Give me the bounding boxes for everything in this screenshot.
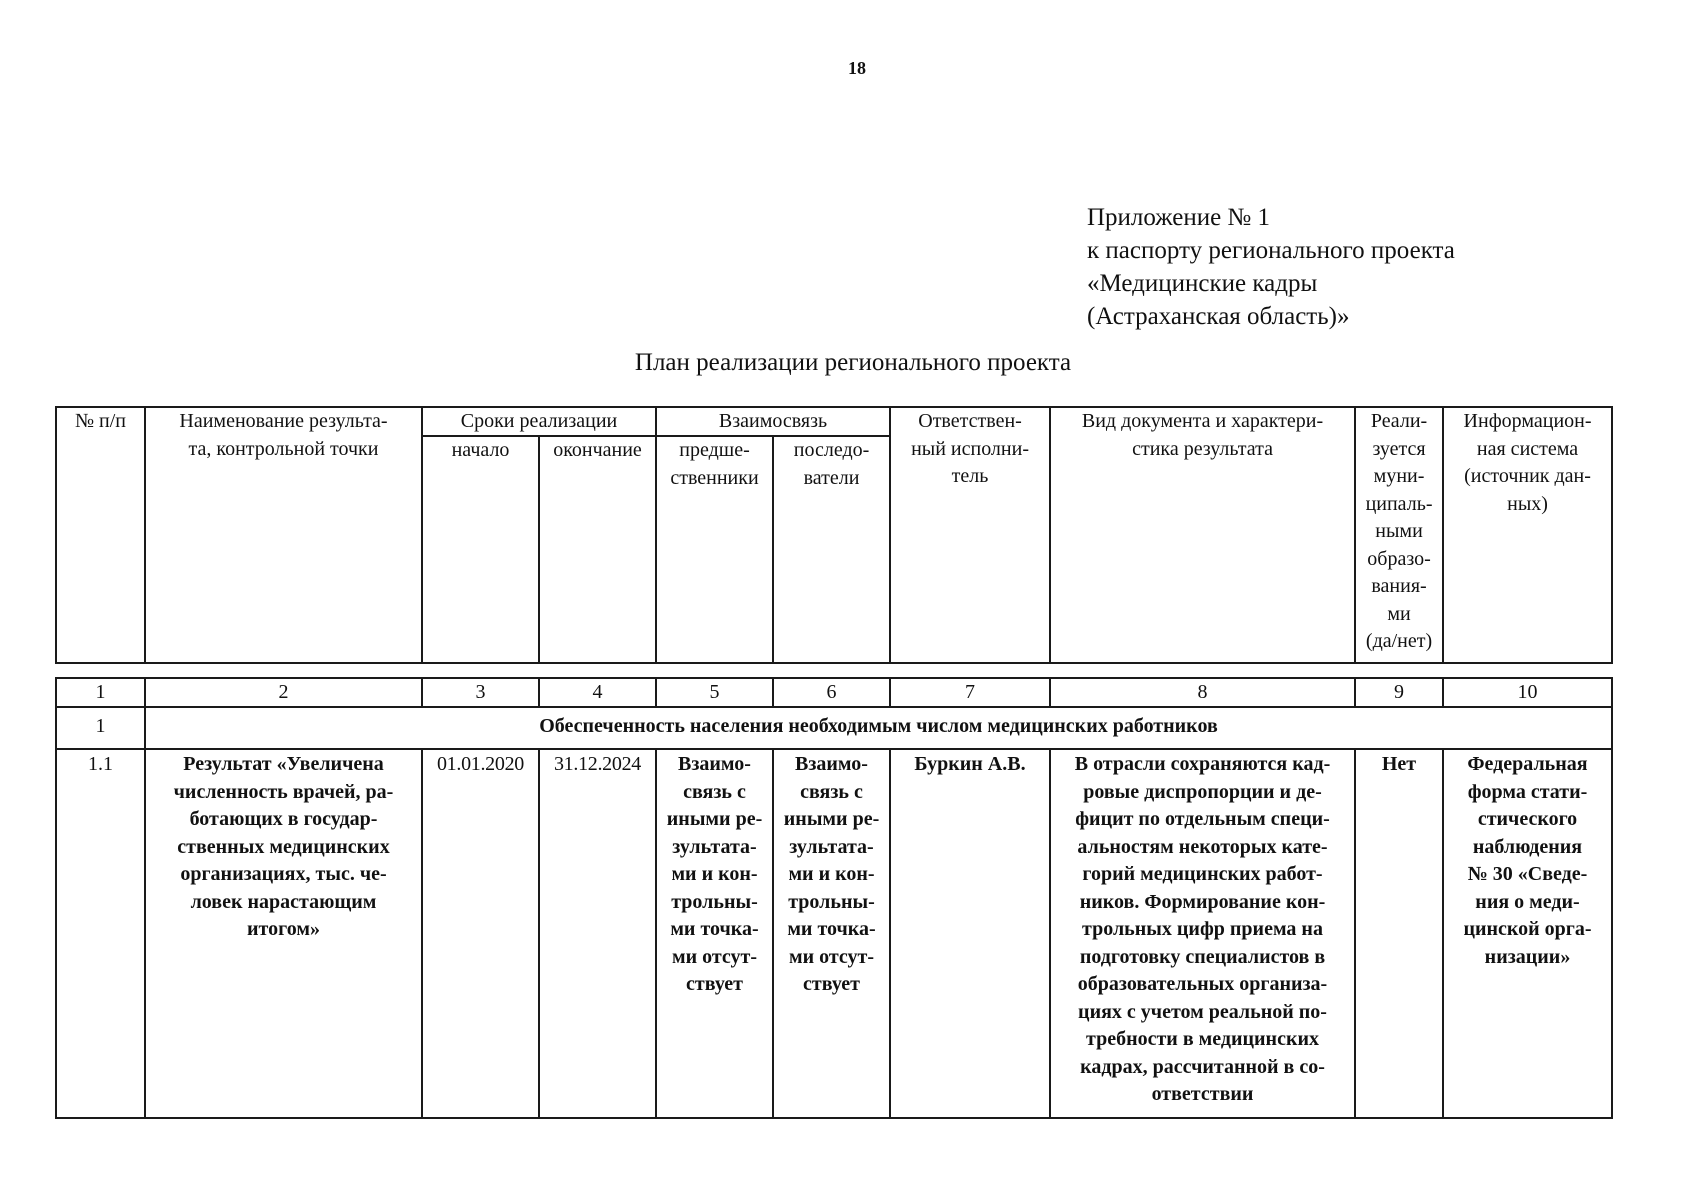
column-number: 6 xyxy=(773,678,890,707)
header-info-system: Информацион- ная система (источник дан- ных) xyxy=(1443,407,1612,663)
row-number: 1.1 xyxy=(56,749,145,1118)
appendix-line-2: к паспорту регионального проекта xyxy=(1087,237,1455,264)
appendix-line-3: «Медицинские кадры xyxy=(1087,270,1318,297)
section-row xyxy=(56,707,1612,749)
start-date: 01.01.2020 xyxy=(422,749,539,1118)
column-number: 10 xyxy=(1443,678,1612,707)
end-date: 31.12.2024 xyxy=(539,749,656,1118)
column-number: 5 xyxy=(656,678,773,707)
column-number: 1 xyxy=(56,678,145,707)
column-number-row xyxy=(56,678,1612,707)
municipal-cell: Нет xyxy=(1355,749,1443,1118)
column-number: 2 xyxy=(145,678,422,707)
plan-body-table xyxy=(55,677,1613,1119)
section-title: Обеспеченность населения необходимым числом медицинских работников xyxy=(145,707,1612,749)
header-doc-type: Вид документа и характери- стика результата xyxy=(1050,407,1355,663)
header-end: окончание xyxy=(539,436,656,663)
header-municipal: Реали- зуется муни- ципаль- ными образо- вания- ми (да/нет) xyxy=(1355,407,1443,663)
appendix-line-4: (Астраханская область)» xyxy=(1087,303,1350,330)
column-number: 7 xyxy=(890,678,1050,707)
plan-title: План реализации регионального проекта xyxy=(634,349,1072,376)
page-number: 18 xyxy=(848,58,866,78)
successors-cell: Взаимо- связь с иными ре- зультата- ми и кон- трольны- ми точка- ми отсут- ствует xyxy=(773,749,890,1118)
doc-type-cell: В отрасли сохраняются кад- ровые диспропорции и де- фицит по отдельным специ- альностям некоторых кате- горий медицинских работ- ников. Формирование кон- трольных цифр приема на подготовку специалистов в образовательных организа- циях с учетом реальной по- требности в медицинских кадрах, рассчитанной в со- ответствии xyxy=(1050,749,1355,1118)
header-start: начало xyxy=(422,436,539,663)
info-system-cell: Федеральная форма стати- стического наблюдения № 30 «Сведе- ния о меди- цинской орга- низации» xyxy=(1443,749,1612,1118)
column-number: 9 xyxy=(1355,678,1443,707)
header-successors: последо- ватели xyxy=(773,436,890,663)
plan-header-table xyxy=(55,406,1613,664)
header-predecessors: предше- ственники xyxy=(656,436,773,663)
column-number: 4 xyxy=(539,678,656,707)
header-responsible: Ответствен- ный исполни- тель xyxy=(890,407,1050,663)
predecessors-cell: Взаимо- связь с иными ре- зультата- ми и кон- трольны- ми точка- ми отсут- ствует xyxy=(656,749,773,1118)
responsible-cell: Буркин А.В. xyxy=(890,749,1050,1118)
header-terms: Сроки реализации xyxy=(422,407,656,436)
appendix-block xyxy=(1087,201,1455,333)
header-name: Наименование результа- та, контрольной точки xyxy=(145,407,422,663)
column-number: 3 xyxy=(422,678,539,707)
header-relation: Взаимосвязь xyxy=(656,407,890,436)
section-number: 1 xyxy=(56,707,145,749)
result-name: Результат «Увеличена численность врачей, ра- ботающих в государ- ственных медицинских организациях, тыс. че- ловек нарастающим итогом» xyxy=(145,749,422,1118)
appendix-line-1: Приложение № 1 xyxy=(1087,204,1271,231)
column-number: 8 xyxy=(1050,678,1355,707)
header-num: № п/п xyxy=(56,407,145,663)
table-row xyxy=(56,749,1612,1118)
